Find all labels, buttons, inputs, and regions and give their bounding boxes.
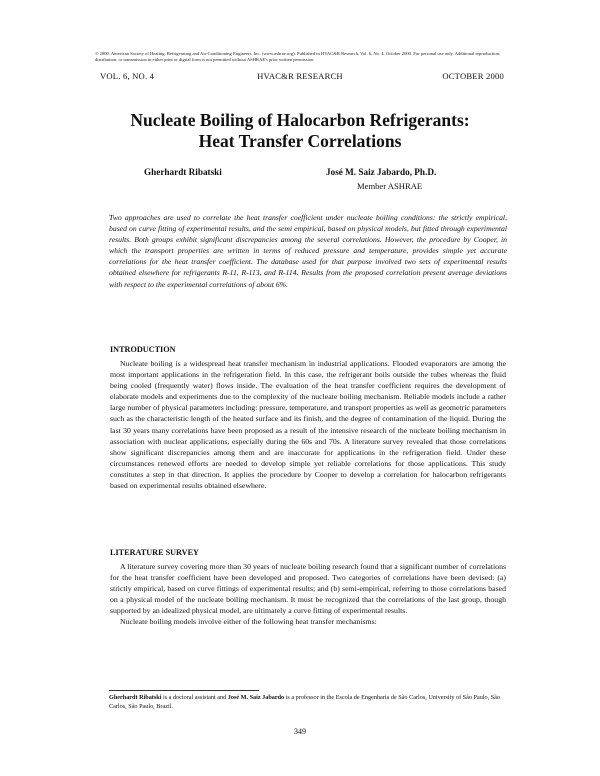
literature-survey-paragraph-2: Nucleate boiling models involve either of the following heat transfer mechanisms: [120,617,377,627]
paper-title-line1: Nucleate Boiling of Halocarbon Refrigerants: [130,110,470,130]
author-1: Gherhardt Ribatski [144,167,222,177]
introduction-paragraph: Nucleate boiling is a widespread heat transfer mechanism in industrial applications. Flooded evaporators are among the most important applications in the refrigeration field. In this case, the refrigerant boils outside the tubes whereas the fluid being cooled (frequently water) flows inside. The evaluation of the heat transfer coefficient requires the development of elaborate models and experiments due to the complexity of the nucleate boiling mechanism. Reliable models include a rather large number of physical parameters including: pressure, temperature, and transport properties as well as geometric parameters such as the characteristic length of the heated surface and its finish, and the degree of contamination of the liquid. During the last 30 years many correlations have been proposed as a result of the intensive research of the nucleate boiling mechanism in association with nuclear applications, especially during the 60s and 70s. A literature survey revealed that those correlations show significant discrepancies among them and are inaccurate for applications in the refrigeration field. Under these circumstances renewed efforts are needed to develop simple yet reliable correlations for those applications. This study constitutes a step in that direction. It applies the procedure by Cooper to develop a correlation for halocarbon refrigerants based on experimental results obtained elsewhere. [110,359,506,491]
copyright-notice: © 2000. American Society of Heating, Refrigerating and Air-Conditioning Engineers, Inc. (www.ashrae.org). Published in HVAC&R Research, Vol. 6, No. 4, October 2000. For personal use only. Additional reproduction, distribution, or transmission in either print or digital form is not permitted without ASHRAE's prior written permission. [95,51,501,63]
author-2: José M. Saiz Jabardo, Ph.D. [326,167,437,177]
footnote-text-1: is a doctoral assistant and [161,694,228,701]
page-number: 349 [294,727,306,736]
footnote-author-2: José M. Saiz Jabardo [227,694,285,701]
footnote-divider [109,690,259,691]
running-header-journal: HVAC&R RESEARCH [257,71,343,81]
literature-survey-paragraph-1: A literature survey covering more than 30 years of nucleate boiling research found that a significant number of correlations for the heat transfer coefficient have been developed and proposed. Two categories of correlations have been devised: (a) strictly empirical, based on curve fittings of experimental results; and (b) semi-empirical, referring to those correlations based on a physical model of the nucleate boiling mechanism. It must be recognized that the correlations of the last group, though supported by an idealized physical model, are ultimately a curve fitting of experimental results. [110,562,506,616]
abstract: Two approaches are used to correlate the heat transfer coefficient under nucleate boiling conditions: the strictly empirical, based on curve fitting of experimental results, and the semi empirical, based on physical models, but fitted through experimental results. Both groups exhibit significant discrepancies among the several correlations. However, the procedure by Cooper, in which the transport properties are written in terms of reduced pressure and temperature, provides simple yet accurate correlations for the heat transfer coefficient. The database used for that purpose involved two sets of experimental results obtained elsewhere for refrigerants R-11, R-113, and R-114. Results from the proposed correlation present average deviations with respect to the experimental correlations of about 6%. [109,213,507,289]
introduction-heading: INTRODUCTION [110,345,176,354]
paper-title-line2: Heat Transfer Correlations [198,131,402,151]
paper-title [0,110,600,152]
literature-survey-heading: LITERATURE SURVEY [110,548,199,557]
introduction-section [110,344,506,491]
author-footnote [109,694,507,711]
running-header-volume: VOL. 6, NO. 4 [100,71,155,81]
footnote-author-1: Gherhardt Ribatski [109,694,162,701]
footnote-text-2: is a professor in the Escola de Engenharia de São Carlos, University of São Paulo, São Carlos, São Paulo, Brazil. [109,694,500,710]
literature-survey-section [110,547,506,628]
author-2-affiliation: Member ASHRAE [357,181,423,191]
running-header-date: OCTOBER 2000 [442,71,504,81]
